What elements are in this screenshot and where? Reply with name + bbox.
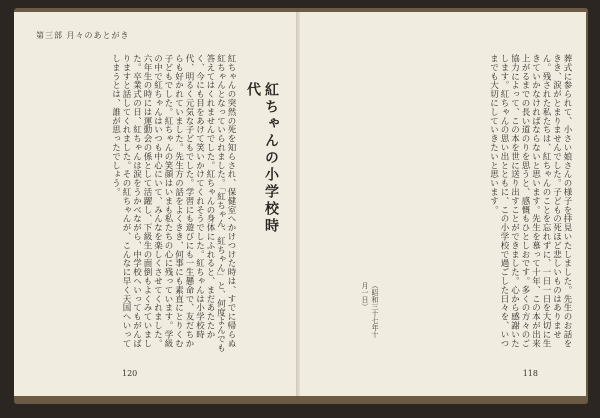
chapter-title: 紅ちゃんの小学校時代 — [245, 82, 279, 235]
left-page — [14, 12, 301, 396]
right-body-text: 葬式に参られて、小さい娘さんの様子を拝見いたしました。先生のお話をきき、涙がとまりませんでした。子どもの死ほど悲しいものはありません。残された私たちは、紅ちゃんのことを忘れずに、一日一日を大切に生きていかなければならないと思います。先生を慕って十年、この本が出来上がるまでの長い道のりを思うと、感慨もひとしおです。多くの方々のご協力によって、この本を世に送り出すことができました。心から感謝いたします。紅ちゃんの思い出とともに、この小学校で過ごした日々を、いつまでも大切にしていきたいと思います。 — [488, 54, 572, 348]
right-page-number: 118 — [522, 369, 538, 378]
left-body-text: 紅ちゃんの突然の死を知らされ、保健室へかけつけた時は、すでに帰らぬ紅ちゃんとなっていられました。「紅ちゃん、紅ちゃん」と、何度よんでも答えてはくれませんでした。紅ちゃんの身体にふれると、まだあたたかく、今にも目をあけて笑いかけてくれそうでした。紅ちゃんは小学校時代、明るく元気な子どもでした。学習にも遊びにも一生懸命で、友だちからも好かれていました。先生方の話をよくきき、何事にも素直にとりくむ子どもでした。紅ちゃんの笑顔はいまも私たちの心に残っています。学級の中で紅ちゃんはいつも中心にいて、みんなを楽しくさせてくれました。六年生の時には運動会の係として活躍し、下級生の面倒もよくみていました。卒業式の日、紅ちゃんは涙をうかべながら、中学校へいってもがんばりますと話してくれました。その紅ちゃんが、こんなに早く天国へいってしまうとは、誰が思ったでしょう。 — [110, 54, 236, 353]
right-page — [300, 12, 586, 396]
running-head: 第三部 月々のあとがき — [36, 31, 130, 40]
left-page-number: 120 — [122, 369, 138, 378]
date-note: （昭和三十七年十月一日） — [361, 282, 379, 338]
